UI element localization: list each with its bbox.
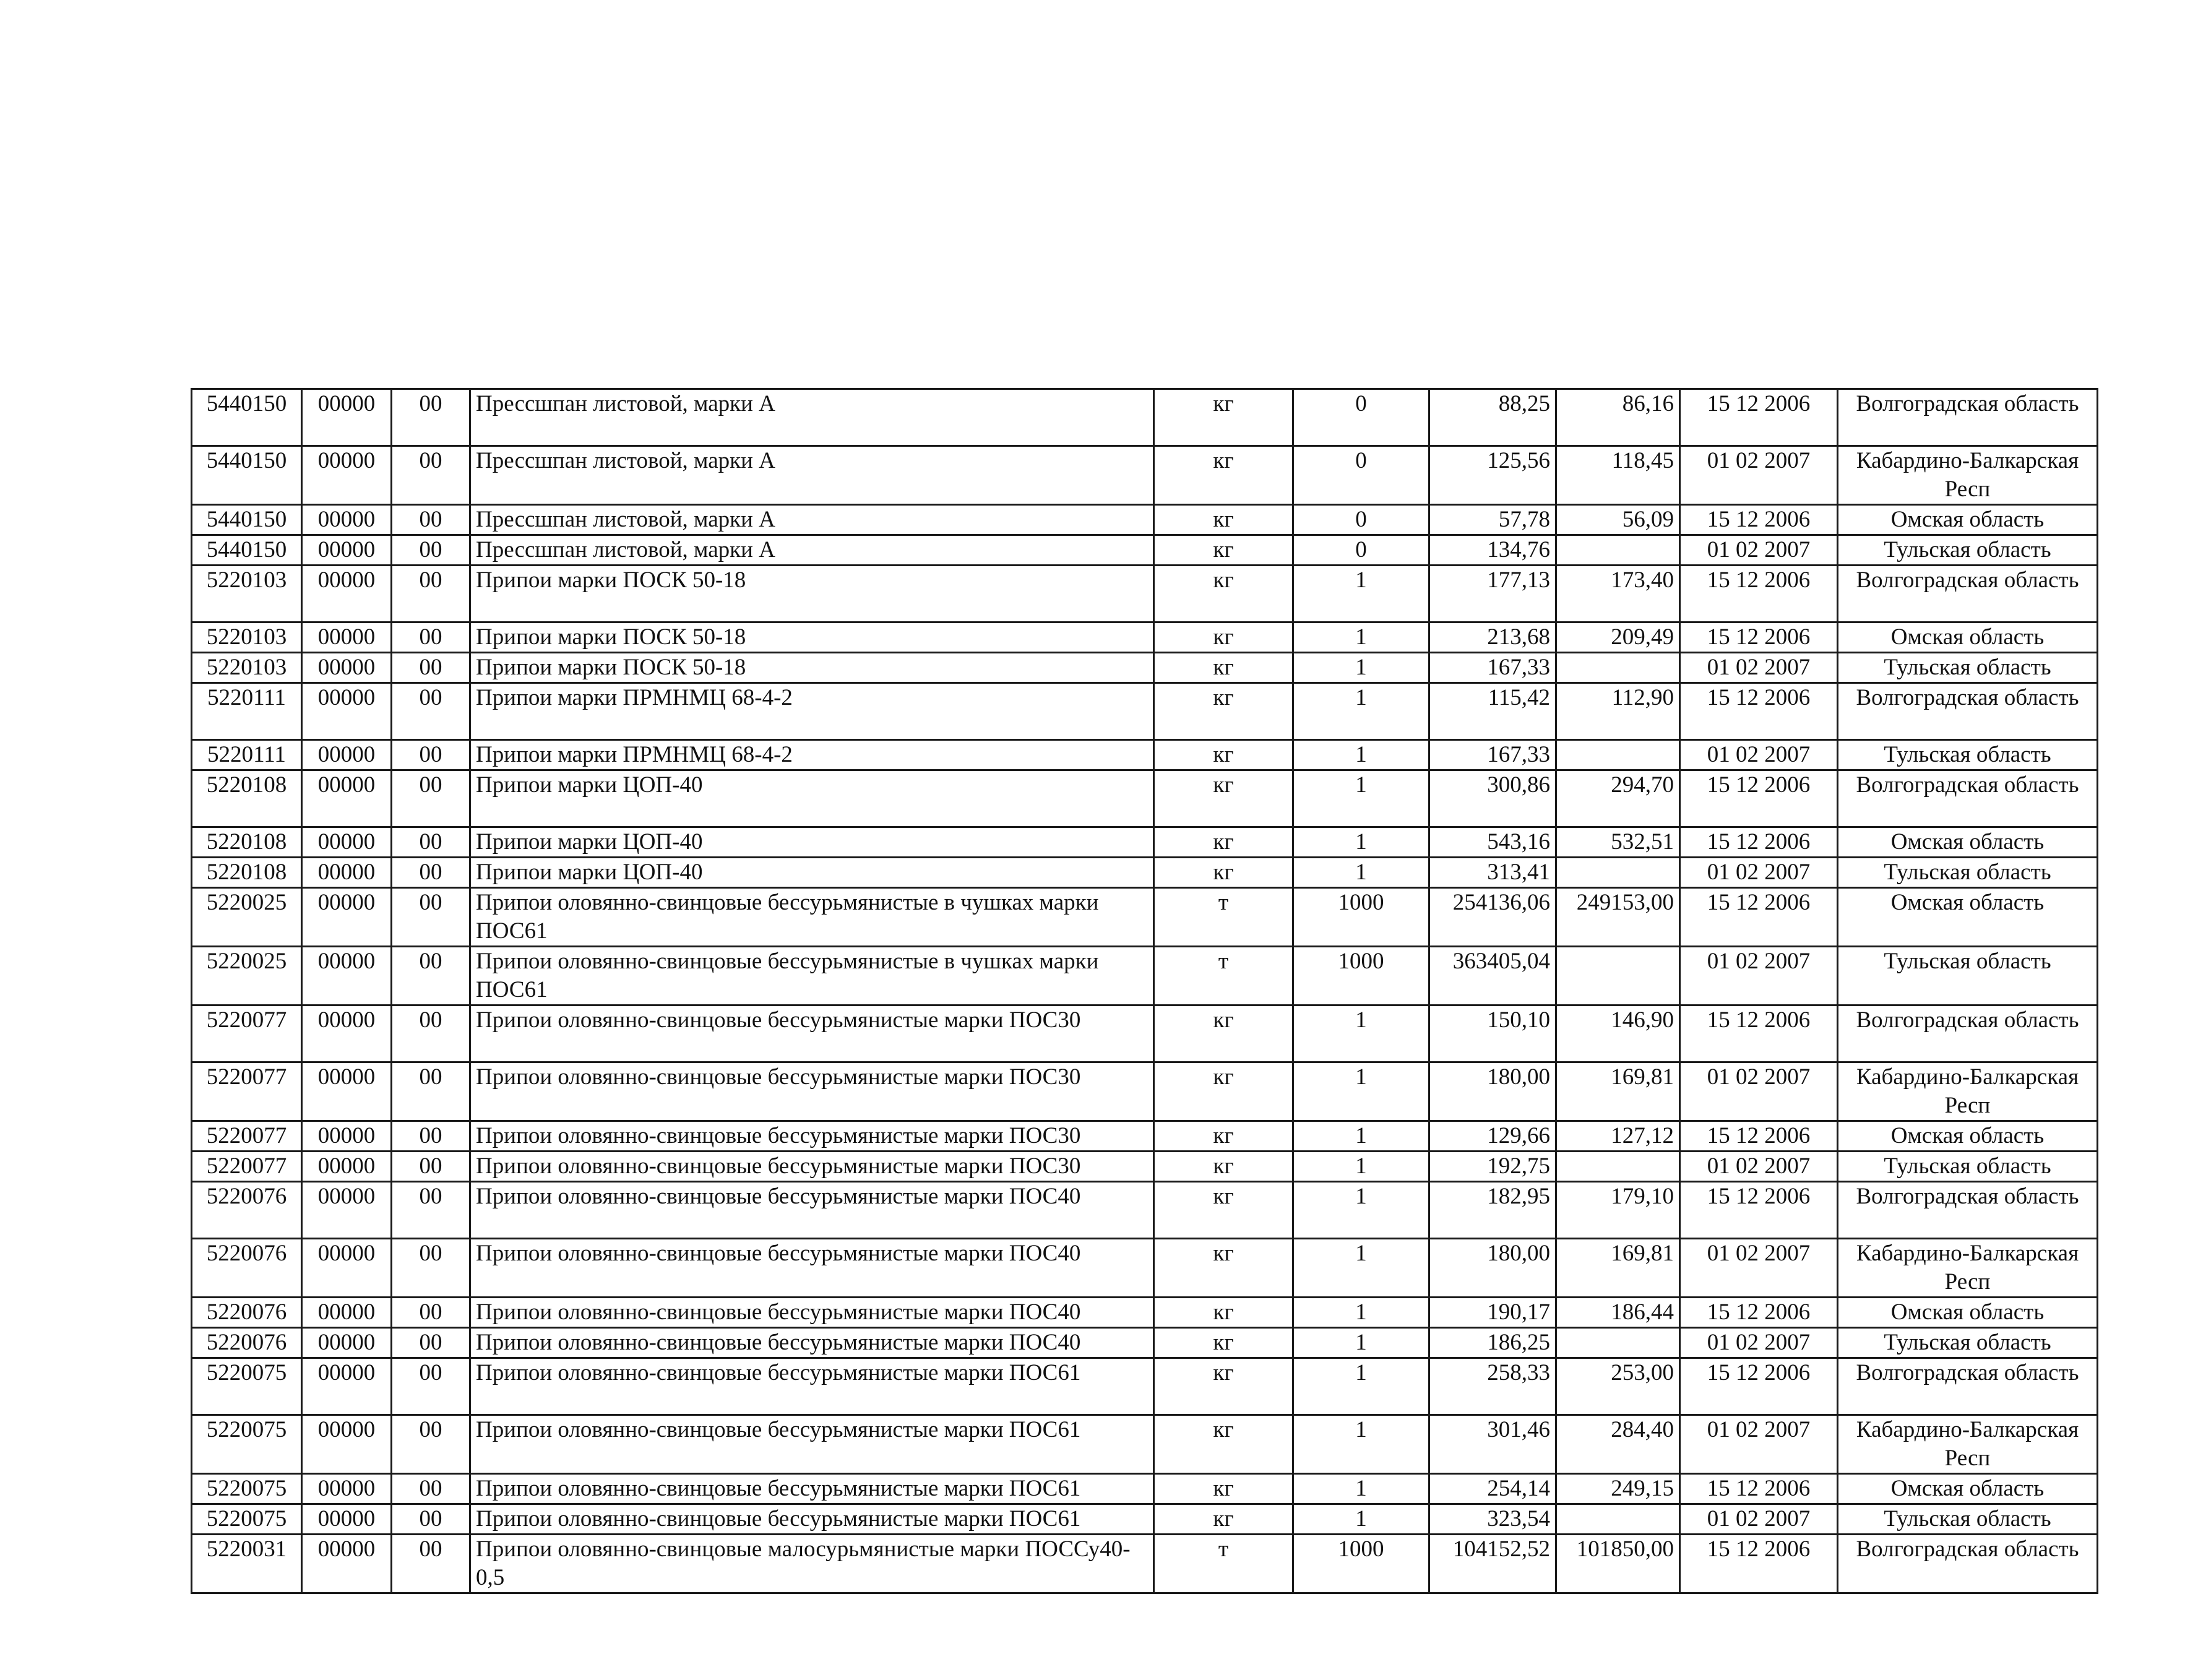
product-name-cell: Припои оловянно-свинцовые малосурьмянистые марки ПОССу40-0,5 bbox=[470, 1535, 1154, 1593]
product-code-cell: 5220075 bbox=[192, 1504, 302, 1535]
date-cell: 15 12 2006 bbox=[1680, 1358, 1838, 1415]
quantity-cell: 0 bbox=[1293, 389, 1429, 446]
date-cell: 01 02 2007 bbox=[1680, 1504, 1838, 1535]
unit-cell: кг bbox=[1154, 1328, 1293, 1358]
region-cell: Волгоградская область bbox=[1838, 1182, 2098, 1239]
product-name-cell: Прессшпан листовой, марки А bbox=[470, 446, 1154, 505]
table-row bbox=[192, 446, 2098, 505]
suffix-code-cell: 00 bbox=[392, 622, 470, 653]
suffix-code-cell: 00 bbox=[392, 1474, 470, 1504]
price-cell: 363405,04 bbox=[1429, 947, 1556, 1006]
table-row bbox=[192, 1504, 2098, 1535]
unit-cell: кг bbox=[1154, 653, 1293, 683]
date-cell: 15 12 2006 bbox=[1680, 888, 1838, 947]
subcode-cell: 00000 bbox=[302, 1535, 392, 1593]
product-name-cell: Припои оловянно-свинцовые бессурьмянистые марки ПОС61 bbox=[470, 1474, 1154, 1504]
price-cell: 182,95 bbox=[1429, 1182, 1556, 1239]
date-cell: 01 02 2007 bbox=[1680, 858, 1838, 888]
table-row bbox=[192, 827, 2098, 858]
price-cell: 167,33 bbox=[1429, 740, 1556, 770]
product-code-cell: 5220076 bbox=[192, 1298, 302, 1328]
suffix-code-cell: 00 bbox=[392, 888, 470, 947]
product-name-cell: Припои оловянно-свинцовые бессурьмянистые в чушках марки ПОС61 bbox=[470, 947, 1154, 1006]
date-cell: 15 12 2006 bbox=[1680, 1182, 1838, 1239]
product-name-cell: Припои марки ПОСК 50-18 bbox=[470, 622, 1154, 653]
date-cell: 15 12 2006 bbox=[1680, 505, 1838, 535]
product-code-cell: 5220103 bbox=[192, 566, 302, 622]
product-name-cell: Припои оловянно-свинцовые бессурьмянистые марки ПОС30 bbox=[470, 1062, 1154, 1121]
product-code-cell: 5220108 bbox=[192, 858, 302, 888]
date-cell: 15 12 2006 bbox=[1680, 770, 1838, 827]
price-alt-cell: 253,00 bbox=[1556, 1358, 1680, 1415]
product-code-cell: 5220108 bbox=[192, 770, 302, 827]
region-cell: Омская область bbox=[1838, 827, 2098, 858]
region-cell: Волгоградская область bbox=[1838, 1535, 2098, 1593]
price-alt-cell bbox=[1556, 535, 1680, 566]
product-name-cell: Припои марки ПРМНМЦ 68-4-2 bbox=[470, 683, 1154, 740]
unit-cell: кг bbox=[1154, 1006, 1293, 1062]
product-name-cell: Припои оловянно-свинцовые бессурьмянистые марки ПОС40 bbox=[470, 1328, 1154, 1358]
table-row bbox=[192, 1152, 2098, 1182]
region-cell: Омская область bbox=[1838, 1298, 2098, 1328]
suffix-code-cell: 00 bbox=[392, 1504, 470, 1535]
subcode-cell: 00000 bbox=[302, 888, 392, 947]
quantity-cell: 1000 bbox=[1293, 888, 1429, 947]
suffix-code-cell: 00 bbox=[392, 827, 470, 858]
quantity-cell: 0 bbox=[1293, 446, 1429, 505]
price-alt-cell: 179,10 bbox=[1556, 1182, 1680, 1239]
subcode-cell: 00000 bbox=[302, 389, 392, 446]
price-alt-cell bbox=[1556, 1504, 1680, 1535]
price-alt-cell: 169,81 bbox=[1556, 1239, 1680, 1298]
subcode-cell: 00000 bbox=[302, 683, 392, 740]
table-row bbox=[192, 770, 2098, 827]
unit-cell: кг bbox=[1154, 1182, 1293, 1239]
product-code-cell: 5220031 bbox=[192, 1535, 302, 1593]
price-cell: 313,41 bbox=[1429, 858, 1556, 888]
quantity-cell: 1000 bbox=[1293, 947, 1429, 1006]
product-code-cell: 5220075 bbox=[192, 1358, 302, 1415]
table-row bbox=[192, 1239, 2098, 1298]
product-name-cell: Припои оловянно-свинцовые бессурьмянистые марки ПОС30 bbox=[470, 1152, 1154, 1182]
price-cell: 88,25 bbox=[1429, 389, 1556, 446]
date-cell: 15 12 2006 bbox=[1680, 1474, 1838, 1504]
product-name-cell: Припои марки ЦОП-40 bbox=[470, 827, 1154, 858]
suffix-code-cell: 00 bbox=[392, 1415, 470, 1474]
unit-cell: кг bbox=[1154, 389, 1293, 446]
table-row bbox=[192, 1062, 2098, 1121]
subcode-cell: 00000 bbox=[302, 1504, 392, 1535]
unit-cell: кг bbox=[1154, 858, 1293, 888]
quantity-cell: 1 bbox=[1293, 827, 1429, 858]
quantity-cell: 1 bbox=[1293, 1328, 1429, 1358]
unit-cell: кг bbox=[1154, 566, 1293, 622]
product-code-cell: 5440150 bbox=[192, 535, 302, 566]
quantity-cell: 1 bbox=[1293, 1298, 1429, 1328]
quantity-cell: 1 bbox=[1293, 770, 1429, 827]
suffix-code-cell: 00 bbox=[392, 1328, 470, 1358]
subcode-cell: 00000 bbox=[302, 1358, 392, 1415]
table-row bbox=[192, 1121, 2098, 1152]
region-cell: Кабардино-Балкарская Респ bbox=[1838, 1062, 2098, 1121]
date-cell: 01 02 2007 bbox=[1680, 1062, 1838, 1121]
product-code-cell: 5220075 bbox=[192, 1415, 302, 1474]
product-code-cell: 5440150 bbox=[192, 446, 302, 505]
product-name-cell: Припои марки ЦОП-40 bbox=[470, 858, 1154, 888]
unit-cell: кг bbox=[1154, 1298, 1293, 1328]
product-name-cell: Припои оловянно-свинцовые бессурьмянистые марки ПОС61 bbox=[470, 1415, 1154, 1474]
date-cell: 15 12 2006 bbox=[1680, 827, 1838, 858]
region-cell: Тульская область bbox=[1838, 1328, 2098, 1358]
price-cell: 104152,52 bbox=[1429, 1535, 1556, 1593]
product-name-cell: Прессшпан листовой, марки А bbox=[470, 535, 1154, 566]
table-row bbox=[192, 1535, 2098, 1593]
unit-cell: кг bbox=[1154, 1239, 1293, 1298]
price-alt-cell: 249,15 bbox=[1556, 1474, 1680, 1504]
price-cell: 300,86 bbox=[1429, 770, 1556, 827]
product-code-cell: 5220076 bbox=[192, 1182, 302, 1239]
table-row bbox=[192, 389, 2098, 446]
price-cell: 192,75 bbox=[1429, 1152, 1556, 1182]
subcode-cell: 00000 bbox=[302, 1298, 392, 1328]
suffix-code-cell: 00 bbox=[392, 1358, 470, 1415]
price-alt-cell: 169,81 bbox=[1556, 1062, 1680, 1121]
price-cell: 180,00 bbox=[1429, 1062, 1556, 1121]
price-alt-cell: 118,45 bbox=[1556, 446, 1680, 505]
unit-cell: кг bbox=[1154, 683, 1293, 740]
product-code-cell: 5220111 bbox=[192, 683, 302, 740]
unit-cell: кг bbox=[1154, 1062, 1293, 1121]
subcode-cell: 00000 bbox=[302, 1062, 392, 1121]
suffix-code-cell: 00 bbox=[392, 1239, 470, 1298]
subcode-cell: 00000 bbox=[302, 947, 392, 1006]
price-alt-cell: 209,49 bbox=[1556, 622, 1680, 653]
unit-cell: кг bbox=[1154, 446, 1293, 505]
price-cell: 301,46 bbox=[1429, 1415, 1556, 1474]
quantity-cell: 1 bbox=[1293, 1239, 1429, 1298]
price-alt-cell: 294,70 bbox=[1556, 770, 1680, 827]
unit-cell: кг bbox=[1154, 1474, 1293, 1504]
unit-cell: т bbox=[1154, 888, 1293, 947]
table-row bbox=[192, 1474, 2098, 1504]
quantity-cell: 1 bbox=[1293, 1152, 1429, 1182]
price-alt-cell bbox=[1556, 858, 1680, 888]
product-code-cell: 5220077 bbox=[192, 1006, 302, 1062]
suffix-code-cell: 00 bbox=[392, 446, 470, 505]
table-row bbox=[192, 740, 2098, 770]
product-name-cell: Припои оловянно-свинцовые бессурьмянистые в чушках марки ПОС61 bbox=[470, 888, 1154, 947]
subcode-cell: 00000 bbox=[302, 740, 392, 770]
table-row bbox=[192, 1415, 2098, 1474]
region-cell: Тульская область bbox=[1838, 947, 2098, 1006]
region-cell: Волгоградская область bbox=[1838, 566, 2098, 622]
date-cell: 01 02 2007 bbox=[1680, 740, 1838, 770]
suffix-code-cell: 00 bbox=[392, 389, 470, 446]
suffix-code-cell: 00 bbox=[392, 858, 470, 888]
product-code-cell: 5220025 bbox=[192, 888, 302, 947]
product-code-cell: 5220076 bbox=[192, 1328, 302, 1358]
quantity-cell: 1 bbox=[1293, 1062, 1429, 1121]
region-cell: Омская область bbox=[1838, 1474, 2098, 1504]
quantity-cell: 1 bbox=[1293, 1182, 1429, 1239]
suffix-code-cell: 00 bbox=[392, 770, 470, 827]
date-cell: 01 02 2007 bbox=[1680, 1415, 1838, 1474]
price-cell: 323,54 bbox=[1429, 1504, 1556, 1535]
subcode-cell: 00000 bbox=[302, 653, 392, 683]
suffix-code-cell: 00 bbox=[392, 1062, 470, 1121]
unit-cell: кг bbox=[1154, 827, 1293, 858]
price-table bbox=[191, 388, 2098, 1594]
price-cell: 186,25 bbox=[1429, 1328, 1556, 1358]
unit-cell: кг bbox=[1154, 1121, 1293, 1152]
date-cell: 15 12 2006 bbox=[1680, 1006, 1838, 1062]
region-cell: Волгоградская область bbox=[1838, 770, 2098, 827]
date-cell: 01 02 2007 bbox=[1680, 653, 1838, 683]
region-cell: Кабардино-Балкарская Респ bbox=[1838, 446, 2098, 505]
product-name-cell: Прессшпан листовой, марки А bbox=[470, 505, 1154, 535]
quantity-cell: 0 bbox=[1293, 505, 1429, 535]
region-cell: Омская область bbox=[1838, 622, 2098, 653]
table-row bbox=[192, 535, 2098, 566]
quantity-cell: 1 bbox=[1293, 653, 1429, 683]
unit-cell: кг bbox=[1154, 622, 1293, 653]
quantity-cell: 1 bbox=[1293, 683, 1429, 740]
table-row bbox=[192, 566, 2098, 622]
price-alt-cell: 532,51 bbox=[1556, 827, 1680, 858]
subcode-cell: 00000 bbox=[302, 535, 392, 566]
suffix-code-cell: 00 bbox=[392, 1298, 470, 1328]
price-cell: 167,33 bbox=[1429, 653, 1556, 683]
price-alt-cell bbox=[1556, 653, 1680, 683]
table-row bbox=[192, 888, 2098, 947]
product-code-cell: 5440150 bbox=[192, 389, 302, 446]
subcode-cell: 00000 bbox=[302, 1474, 392, 1504]
price-cell: 254,14 bbox=[1429, 1474, 1556, 1504]
quantity-cell: 1 bbox=[1293, 622, 1429, 653]
product-name-cell: Припои марки ПРМНМЦ 68-4-2 bbox=[470, 740, 1154, 770]
suffix-code-cell: 00 bbox=[392, 683, 470, 740]
suffix-code-cell: 00 bbox=[392, 740, 470, 770]
date-cell: 01 02 2007 bbox=[1680, 1152, 1838, 1182]
unit-cell: кг bbox=[1154, 1152, 1293, 1182]
price-alt-cell: 173,40 bbox=[1556, 566, 1680, 622]
table-row bbox=[192, 858, 2098, 888]
price-alt-cell: 112,90 bbox=[1556, 683, 1680, 740]
subcode-cell: 00000 bbox=[302, 505, 392, 535]
subcode-cell: 00000 bbox=[302, 1415, 392, 1474]
region-cell: Тульская область bbox=[1838, 653, 2098, 683]
subcode-cell: 00000 bbox=[302, 827, 392, 858]
price-cell: 258,33 bbox=[1429, 1358, 1556, 1415]
quantity-cell: 1 bbox=[1293, 740, 1429, 770]
quantity-cell: 1 bbox=[1293, 858, 1429, 888]
suffix-code-cell: 00 bbox=[392, 535, 470, 566]
table-body bbox=[192, 389, 2098, 1593]
suffix-code-cell: 00 bbox=[392, 505, 470, 535]
unit-cell: кг bbox=[1154, 1504, 1293, 1535]
suffix-code-cell: 00 bbox=[392, 566, 470, 622]
product-name-cell: Припои оловянно-свинцовые бессурьмянистые марки ПОС30 bbox=[470, 1121, 1154, 1152]
subcode-cell: 00000 bbox=[302, 1182, 392, 1239]
price-cell: 254136,06 bbox=[1429, 888, 1556, 947]
product-name-cell: Припои оловянно-свинцовые бессурьмянистые марки ПОС40 bbox=[470, 1239, 1154, 1298]
price-cell: 177,13 bbox=[1429, 566, 1556, 622]
date-cell: 15 12 2006 bbox=[1680, 1535, 1838, 1593]
region-cell: Омская область bbox=[1838, 505, 2098, 535]
region-cell: Волгоградская область bbox=[1838, 389, 2098, 446]
quantity-cell: 1 bbox=[1293, 1504, 1429, 1535]
product-code-cell: 5220103 bbox=[192, 622, 302, 653]
price-cell: 180,00 bbox=[1429, 1239, 1556, 1298]
price-alt-cell bbox=[1556, 740, 1680, 770]
price-alt-cell bbox=[1556, 1152, 1680, 1182]
region-cell: Тульская область bbox=[1838, 1152, 2098, 1182]
product-name-cell: Припои марки ПОСК 50-18 bbox=[470, 566, 1154, 622]
quantity-cell: 1000 bbox=[1293, 1535, 1429, 1593]
subcode-cell: 00000 bbox=[302, 1239, 392, 1298]
subcode-cell: 00000 bbox=[302, 622, 392, 653]
price-alt-cell: 146,90 bbox=[1556, 1006, 1680, 1062]
product-name-cell: Припои оловянно-свинцовые бессурьмянистые марки ПОС40 bbox=[470, 1298, 1154, 1328]
subcode-cell: 00000 bbox=[302, 446, 392, 505]
table-row bbox=[192, 1182, 2098, 1239]
price-alt-cell bbox=[1556, 947, 1680, 1006]
product-name-cell: Припои оловянно-свинцовые бессурьмянистые марки ПОС40 bbox=[470, 1182, 1154, 1239]
date-cell: 15 12 2006 bbox=[1680, 622, 1838, 653]
product-name-cell: Припои марки ЦОП-40 bbox=[470, 770, 1154, 827]
price-alt-cell: 127,12 bbox=[1556, 1121, 1680, 1152]
table-row bbox=[192, 1358, 2098, 1415]
unit-cell: кг bbox=[1154, 740, 1293, 770]
subcode-cell: 00000 bbox=[302, 770, 392, 827]
unit-cell: кг bbox=[1154, 1415, 1293, 1474]
product-name-cell: Припои оловянно-свинцовые бессурьмянистые марки ПОС61 bbox=[470, 1358, 1154, 1415]
price-alt-cell: 186,44 bbox=[1556, 1298, 1680, 1328]
quantity-cell: 1 bbox=[1293, 1415, 1429, 1474]
unit-cell: кг bbox=[1154, 535, 1293, 566]
region-cell: Омская область bbox=[1838, 1121, 2098, 1152]
region-cell: Омская область bbox=[1838, 888, 2098, 947]
product-name-cell: Припои оловянно-свинцовые бессурьмянистые марки ПОС61 bbox=[470, 1504, 1154, 1535]
table-row bbox=[192, 1328, 2098, 1358]
price-alt-cell: 249153,00 bbox=[1556, 888, 1680, 947]
price-cell: 125,56 bbox=[1429, 446, 1556, 505]
unit-cell: кг bbox=[1154, 770, 1293, 827]
region-cell: Кабардино-Балкарская Респ bbox=[1838, 1239, 2098, 1298]
date-cell: 15 12 2006 bbox=[1680, 1298, 1838, 1328]
region-cell: Тульская область bbox=[1838, 858, 2098, 888]
price-alt-cell: 86,16 bbox=[1556, 389, 1680, 446]
price-alt-cell bbox=[1556, 1328, 1680, 1358]
date-cell: 01 02 2007 bbox=[1680, 947, 1838, 1006]
subcode-cell: 00000 bbox=[302, 1152, 392, 1182]
quantity-cell: 1 bbox=[1293, 1474, 1429, 1504]
price-cell: 150,10 bbox=[1429, 1006, 1556, 1062]
unit-cell: т bbox=[1154, 1535, 1293, 1593]
price-cell: 129,66 bbox=[1429, 1121, 1556, 1152]
table-row bbox=[192, 622, 2098, 653]
suffix-code-cell: 00 bbox=[392, 653, 470, 683]
product-code-cell: 5220075 bbox=[192, 1474, 302, 1504]
table-row bbox=[192, 947, 2098, 1006]
table-row bbox=[192, 1006, 2098, 1062]
region-cell: Тульская область bbox=[1838, 740, 2098, 770]
product-code-cell: 5440150 bbox=[192, 505, 302, 535]
product-code-cell: 5220025 bbox=[192, 947, 302, 1006]
suffix-code-cell: 00 bbox=[392, 1121, 470, 1152]
product-code-cell: 5220077 bbox=[192, 1121, 302, 1152]
product-name-cell: Припои марки ПОСК 50-18 bbox=[470, 653, 1154, 683]
date-cell: 15 12 2006 bbox=[1680, 683, 1838, 740]
region-cell: Волгоградская область bbox=[1838, 1358, 2098, 1415]
subcode-cell: 00000 bbox=[302, 858, 392, 888]
region-cell: Волгоградская область bbox=[1838, 1006, 2098, 1062]
price-alt-cell: 101850,00 bbox=[1556, 1535, 1680, 1593]
quantity-cell: 0 bbox=[1293, 535, 1429, 566]
table-row bbox=[192, 653, 2098, 683]
region-cell: Тульская область bbox=[1838, 535, 2098, 566]
date-cell: 15 12 2006 bbox=[1680, 389, 1838, 446]
quantity-cell: 1 bbox=[1293, 566, 1429, 622]
subcode-cell: 00000 bbox=[302, 1006, 392, 1062]
suffix-code-cell: 00 bbox=[392, 1006, 470, 1062]
product-code-cell: 5220108 bbox=[192, 827, 302, 858]
region-cell: Волгоградская область bbox=[1838, 683, 2098, 740]
date-cell: 01 02 2007 bbox=[1680, 535, 1838, 566]
date-cell: 01 02 2007 bbox=[1680, 446, 1838, 505]
unit-cell: кг bbox=[1154, 505, 1293, 535]
date-cell: 01 02 2007 bbox=[1680, 1328, 1838, 1358]
table-row bbox=[192, 683, 2098, 740]
region-cell: Кабардино-Балкарская Респ bbox=[1838, 1415, 2098, 1474]
price-cell: 57,78 bbox=[1429, 505, 1556, 535]
price-alt-cell: 56,09 bbox=[1556, 505, 1680, 535]
region-cell: Тульская область bbox=[1838, 1504, 2098, 1535]
product-code-cell: 5220111 bbox=[192, 740, 302, 770]
price-cell: 134,76 bbox=[1429, 535, 1556, 566]
suffix-code-cell: 00 bbox=[392, 1152, 470, 1182]
price-cell: 543,16 bbox=[1429, 827, 1556, 858]
table-row bbox=[192, 1298, 2098, 1328]
product-code-cell: 5220077 bbox=[192, 1152, 302, 1182]
price-cell: 190,17 bbox=[1429, 1298, 1556, 1328]
quantity-cell: 1 bbox=[1293, 1121, 1429, 1152]
quantity-cell: 1 bbox=[1293, 1358, 1429, 1415]
suffix-code-cell: 00 bbox=[392, 1182, 470, 1239]
product-code-cell: 5220103 bbox=[192, 653, 302, 683]
product-code-cell: 5220077 bbox=[192, 1062, 302, 1121]
date-cell: 01 02 2007 bbox=[1680, 1239, 1838, 1298]
unit-cell: кг bbox=[1154, 1358, 1293, 1415]
date-cell: 15 12 2006 bbox=[1680, 566, 1838, 622]
quantity-cell: 1 bbox=[1293, 1006, 1429, 1062]
price-cell: 115,42 bbox=[1429, 683, 1556, 740]
subcode-cell: 00000 bbox=[302, 1328, 392, 1358]
product-name-cell: Прессшпан листовой, марки А bbox=[470, 389, 1154, 446]
price-alt-cell: 284,40 bbox=[1556, 1415, 1680, 1474]
subcode-cell: 00000 bbox=[302, 1121, 392, 1152]
product-code-cell: 5220076 bbox=[192, 1239, 302, 1298]
product-name-cell: Припои оловянно-свинцовые бессурьмянистые марки ПОС30 bbox=[470, 1006, 1154, 1062]
unit-cell: т bbox=[1154, 947, 1293, 1006]
subcode-cell: 00000 bbox=[302, 566, 392, 622]
suffix-code-cell: 00 bbox=[392, 1535, 470, 1593]
price-cell: 213,68 bbox=[1429, 622, 1556, 653]
date-cell: 15 12 2006 bbox=[1680, 1121, 1838, 1152]
suffix-code-cell: 00 bbox=[392, 947, 470, 1006]
table-row bbox=[192, 505, 2098, 535]
